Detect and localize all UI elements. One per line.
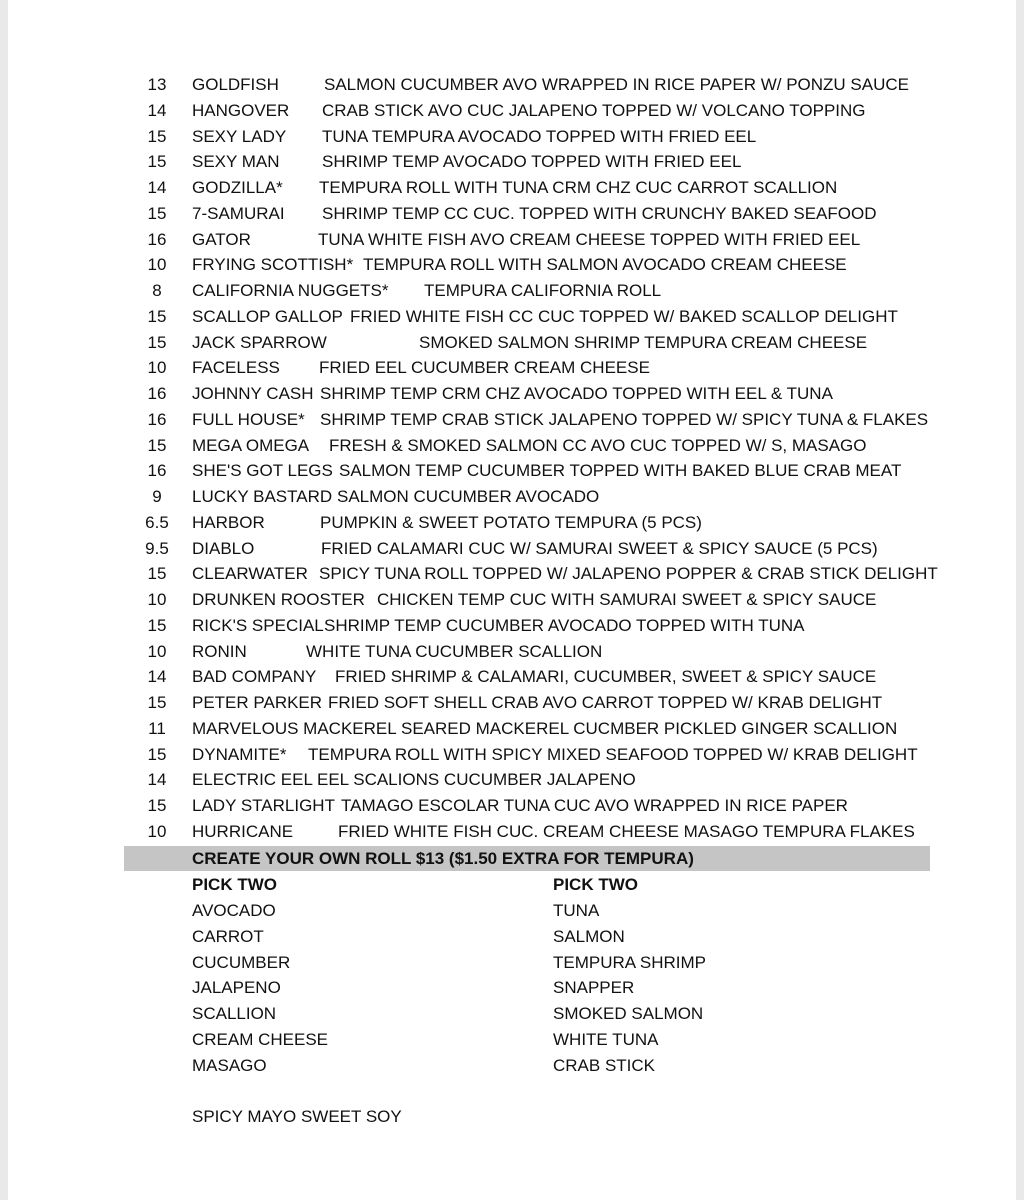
roll-name: RONIN: [192, 641, 247, 661]
roll-description: FRIED EEL CUCUMBER CREAM CHEESE: [319, 358, 650, 378]
roll-price: 15: [147, 152, 167, 172]
roll-name: GOLDFISH: [192, 75, 279, 94]
roll-name: ELECTRIC EEL: [192, 770, 313, 790]
roll-price: 11: [148, 718, 166, 738]
roll-name: SEXY MAN: [192, 152, 280, 172]
roll-price: 9: [152, 487, 162, 506]
roll-description: SPICY TUNA ROLL TOPPED W/ JALAPENO POPPER & CRAB STICK DELIGHT: [319, 564, 938, 584]
roll-price: 8: [152, 281, 162, 300]
roll-description: TEMPURA ROLL WITH SALMON AVOCADO CREAM CHEESE: [363, 255, 847, 275]
roll-price: 15: [147, 693, 167, 712]
roll-name: FACELESS: [192, 358, 280, 378]
roll-name: SHE'S GOT LEGS: [192, 461, 333, 481]
menu-page: [8, 0, 1016, 1200]
veggie-option: JALAPENO: [192, 978, 281, 998]
roll-description: TEMPURA ROLL WITH SPICY MIXED SEAFOOD TOPPED W/ KRAB DELIGHT: [308, 744, 918, 764]
roll-price: 6.5: [145, 512, 169, 532]
roll-name: CALIFORNIA NUGGETS*: [192, 281, 389, 300]
roll-price: 16: [147, 229, 167, 249]
roll-name: DRUNKEN ROOSTER: [192, 590, 365, 609]
roll-name: SCALLOP GALLOP: [192, 306, 343, 326]
veggie-option: CARROT: [192, 926, 264, 946]
roll-name: GODZILLA*: [192, 178, 283, 197]
roll-price: 14: [147, 770, 167, 790]
roll-name: FULL HOUSE*: [192, 409, 305, 429]
protein-option: SALMON: [553, 926, 625, 946]
roll-description: SALMON CUCUMBER AVO WRAPPED IN RICE PAPER W/ PONZU SAUCE: [324, 75, 910, 94]
veggie-option: MASAGO: [192, 1055, 267, 1075]
roll-name: DYNAMITE*: [192, 744, 287, 764]
roll-description: SHRIMP TEMP CC CUC. TOPPED WITH CRUNCHY BAKED SEAFOOD: [322, 203, 877, 223]
roll-description: TUNA WHITE FISH AVO CREAM CHEESE TOPPED WITH FRIED EEL: [318, 229, 861, 249]
roll-description: SALMON TEMP CUCUMBER TOPPED WITH BAKED BLUE CRAB MEAT: [339, 461, 902, 481]
roll-name: BAD COMPANY: [192, 667, 317, 687]
protein-option: CRAB STICK: [553, 1055, 656, 1075]
roll-price: 16: [147, 384, 167, 403]
roll-price: 9.5: [145, 538, 169, 558]
veggie-option: AVOCADO: [192, 901, 276, 920]
roll-description: SHRIMP TEMP CUCUMBER AVOCADO TOPPED WITH TUNA: [324, 615, 805, 635]
roll-price: 15: [147, 126, 167, 146]
pick-two-heading-right: PICK TWO: [553, 875, 638, 894]
roll-price: 15: [147, 744, 167, 764]
roll-price: 10: [147, 641, 167, 661]
roll-name: MARVELOUS MACKEREL: [192, 718, 397, 738]
roll-price: 15: [147, 796, 167, 815]
roll-description: FRESH & SMOKED SALMON CC AVO CUC TOPPED W/ S, MASAGO: [329, 435, 867, 455]
veggie-option: SCALLION: [192, 1004, 277, 1023]
roll-description: SHRIMP TEMP CRM CHZ AVOCADO TOPPED WITH EEL & TUNA: [320, 384, 833, 403]
roll-description: TEMPURA ROLL WITH TUNA CRM CHZ CUC CARROT SCALLION: [319, 178, 838, 197]
roll-name: RICK'S SPECIAL: [192, 615, 324, 635]
pick-two-heading-left: PICK TWO: [192, 875, 277, 894]
protein-option: WHITE TUNA: [553, 1029, 659, 1049]
roll-description: EEL SCALIONS CUCUMBER JALAPENO: [317, 770, 636, 790]
roll-name: FRYING SCOTTISH*: [192, 255, 354, 275]
protein-option: SMOKED SALMON: [553, 1004, 704, 1023]
roll-description: TAMAGO ESCOLAR TUNA CUC AVO WRAPPED IN RICE PAPER: [341, 796, 848, 815]
roll-name: PETER PARKER: [192, 693, 323, 712]
roll-price: 16: [147, 409, 167, 429]
roll-price: 15: [147, 615, 167, 635]
roll-name: SEXY LADY: [192, 126, 287, 146]
sauce-options: SPICY MAYO SWEET SOY: [192, 1107, 402, 1126]
roll-name: DIABLO: [192, 538, 255, 558]
roll-description: SMOKED SALMON SHRIMP TEMPURA CREAM CHEESE: [419, 332, 868, 352]
roll-name: JACK SPARROW: [192, 332, 327, 352]
roll-name: HANGOVER: [192, 100, 290, 120]
roll-price: 15: [147, 306, 167, 326]
veggie-option: CREAM CHEESE: [192, 1029, 329, 1049]
protein-option: TEMPURA SHRIMP: [553, 952, 707, 972]
roll-description: SHRIMP TEMP CRAB STICK JALAPENO TOPPED W/ SPICY TUNA & FLAKES: [320, 409, 929, 429]
protein-option: TUNA: [553, 901, 600, 920]
roll-name: MEGA OMEGA: [192, 435, 310, 455]
roll-price: 15: [147, 332, 167, 352]
roll-price: 16: [147, 461, 167, 481]
roll-name: GATOR: [192, 229, 251, 249]
roll-description: SHRIMP TEMP AVOCADO TOPPED WITH FRIED EEL: [322, 152, 742, 172]
roll-description: FRIED CALAMARI CUC W/ SAMURAI SWEET & SPICY SAUCE (5 PCS): [321, 538, 878, 558]
roll-description: FRIED WHITE FISH CUC. CREAM CHEESE MASAGO TEMPURA FLAKES: [338, 821, 915, 841]
roll-name: LADY STARLIGHT: [192, 796, 335, 815]
create-your-own-title: CREATE YOUR OWN ROLL $13 ($1.50 EXTRA FOR TEMPURA): [192, 849, 694, 868]
roll-price: 10: [147, 821, 167, 841]
roll-description: FRIED WHITE FISH CC CUC TOPPED W/ BAKED SCALLOP DELIGHT: [350, 306, 898, 326]
roll-description: WHITE TUNA CUCUMBER SCALLION: [306, 641, 603, 661]
roll-description: CRAB STICK AVO CUC JALAPENO TOPPED W/ VOLCANO TOPPING: [322, 100, 866, 120]
roll-description: SEARED MACKEREL CUCMBER PICKLED GINGER SCALLION: [401, 718, 898, 738]
roll-price: 14: [147, 178, 167, 197]
roll-description: SALMON CUCUMBER AVOCADO: [337, 487, 600, 506]
roll-name: CLEARWATER: [192, 564, 308, 584]
roll-price: 10: [147, 590, 167, 609]
roll-description: FRIED SOFT SHELL CRAB AVO CARROT TOPPED W/ KRAB DELIGHT: [328, 693, 883, 712]
roll-description: TUNA TEMPURA AVOCADO TOPPED WITH FRIED EEL: [322, 126, 757, 146]
roll-name: HURRICANE: [192, 821, 294, 841]
roll-name: HARBOR: [192, 512, 265, 532]
roll-description: CHICKEN TEMP CUC WITH SAMURAI SWEET & SPICY SAUCE: [377, 590, 877, 609]
roll-price: 10: [147, 255, 167, 275]
roll-price: 15: [147, 435, 167, 455]
roll-price: 15: [147, 564, 167, 584]
roll-price: 15: [147, 203, 167, 223]
roll-description: PUMPKIN & SWEET POTATO TEMPURA (5 PCS): [320, 512, 702, 532]
roll-name: LUCKY BASTARD: [192, 487, 333, 506]
roll-price: 13: [147, 75, 167, 94]
protein-option: SNAPPER: [553, 978, 635, 998]
roll-description: TEMPURA CALIFORNIA ROLL: [424, 281, 662, 300]
roll-price: 14: [147, 100, 167, 120]
roll-name: JOHNNY CASH: [192, 384, 314, 403]
roll-price: 10: [147, 358, 167, 378]
roll-name: 7-SAMURAI: [192, 203, 285, 223]
roll-description: FRIED SHRIMP & CALAMARI, CUCUMBER, SWEET & SPICY SAUCE: [335, 667, 877, 687]
veggie-option: CUCUMBER: [192, 952, 291, 972]
roll-price: 14: [147, 667, 167, 687]
